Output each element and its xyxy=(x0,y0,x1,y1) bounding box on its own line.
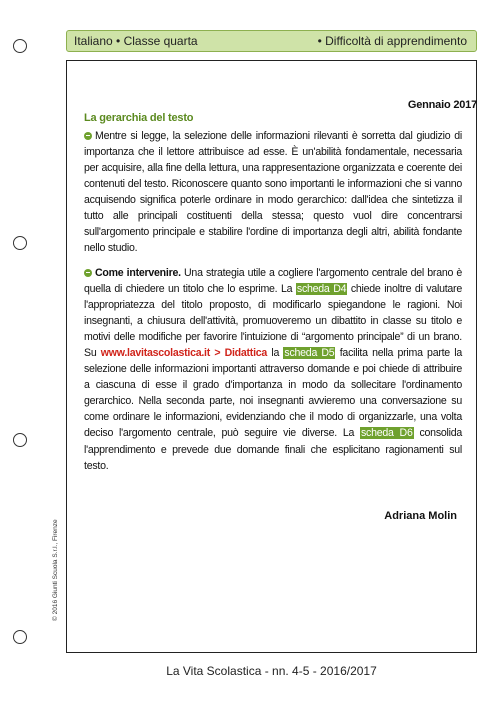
issue-date: Gennaio 2017 xyxy=(407,99,477,111)
paragraph-2-text: consolida l'apprendimento e prevede due domande finali che esplicitano ragionamenti sul testo. xyxy=(84,427,462,472)
binder-hole-4 xyxy=(13,630,27,644)
scheda-d6-link[interactable]: scheda D6 xyxy=(361,427,413,440)
bullet-icon xyxy=(84,269,92,277)
binder-hole-3 xyxy=(13,433,27,447)
bullet-icon xyxy=(84,132,92,140)
paragraph-2-text: la xyxy=(267,347,284,360)
paragraph-2-text: facilita nella prima parte la selezione delle informazioni importanti attraverso domande e poi chiede di attribuire a ciascuna di esse il grado d'importanza in modo da sollecitare l'ordinamento gerarchico. Nella seconda parte, noi insegnanti avvieremo una conversazione su come ordinare le informazioni, evidenziando che il modo di organizzarle, una volta deciso l'argomento centrale, può seguire vie diverse. La xyxy=(84,347,462,440)
page-footer: La Vita Scolastica - nn. 4-5 - 2016/2017 xyxy=(166,664,377,678)
header-subject: Italiano • Classe quarta xyxy=(74,34,198,48)
paragraph-1-text: Mentre si legge, la selezione delle informazioni rilevanti è sorretta dal giudizio di importanza che il lettore attribuisce ad esse. È un'abilità fondamentale, necessaria per acquisire, alla fine della lettura, una rappresentazione organizzata e coerente dei contenuti del testo. Riconoscere quanto sono importanti le informazioni che si vanno acquisendo significa poterle ordinare in modo gerarchico: dall'idea che sintetizza il tutto alle principali costituenti della stessa; questo vuol dire concentrarsi sull'argomento principale e stabilire l'ordine di importanza degli altri, abilità fondante nello studio. xyxy=(84,130,462,255)
scheda-d5-link[interactable]: scheda D5 xyxy=(284,347,335,360)
author-name: Adriana Molin xyxy=(384,510,457,522)
binder-hole-1 xyxy=(13,39,27,53)
copyright-notice: © 2016 Giunti Scuola S.r.l., Firenze xyxy=(52,519,59,621)
binder-hole-2 xyxy=(13,236,27,250)
paragraph-1 xyxy=(84,128,462,256)
article-title: La gerarchia del testo xyxy=(84,112,194,124)
website-link[interactable]: www.lavitascolastica.it > Didattica xyxy=(100,347,268,360)
header-topic: • Difficoltà di apprendimento xyxy=(317,34,467,48)
header-bar xyxy=(66,30,477,52)
scheda-d4-link[interactable]: scheda D4 xyxy=(296,283,347,296)
paragraph-2-text: chiede inoltre di valutare l'appropriatezza del titolo proposto, di modificarlo spiegandone le ragioni. Noi insegnanti, a chiusura dell'attività, promuoveremo un dibattito in classe su titolo e motivi delle modifiche per favorire l'intuizione di “argomento principale” di un brano. Su xyxy=(84,283,462,360)
paragraph-2-lead: Come intervenire. xyxy=(95,267,181,279)
paragraph-2 xyxy=(84,265,462,474)
paragraph-2-text: Una strategia utile a cogliere l'argomento centrale del brano è quella di chiedere un titolo che lo esprime. La xyxy=(84,267,462,296)
